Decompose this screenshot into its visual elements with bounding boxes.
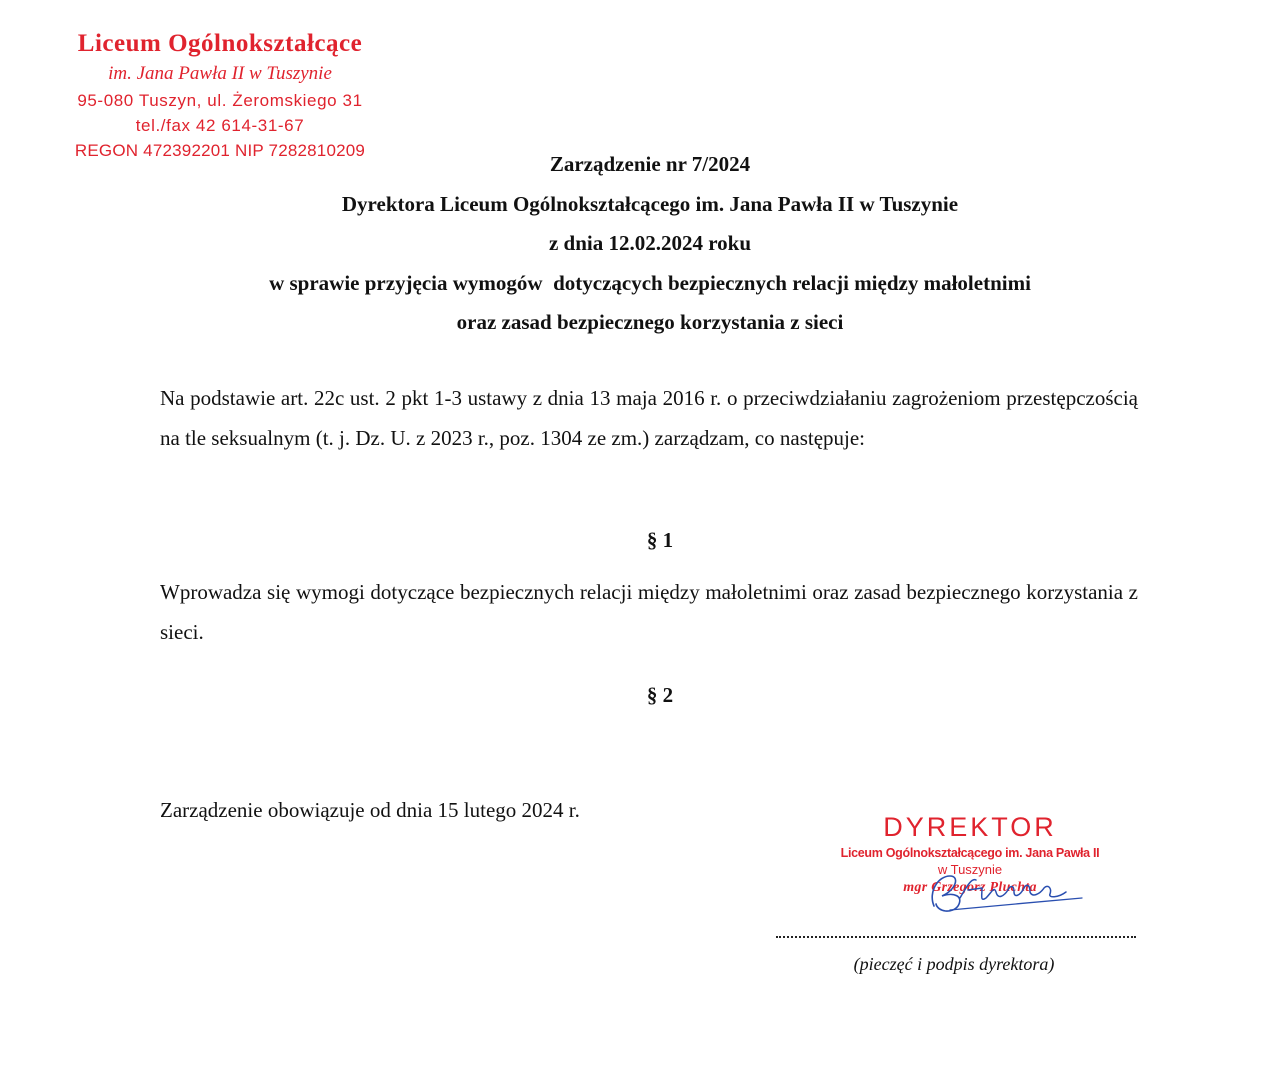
school-stamp-phone: tel./fax 42 614-31-67 — [135, 116, 305, 135]
heading-order-number: Zarządzenie nr 7/2024 — [549, 152, 751, 176]
document-heading — [150, 145, 1150, 343]
school-stamp-name: Liceum Ogólnokształcące — [77, 30, 363, 57]
section-2-title: § 2 — [646, 683, 674, 707]
section-2-text: Zarządzenie obowiązuje od dnia 15 lutego 2024 r. — [160, 798, 580, 822]
section-1-title: § 1 — [646, 528, 674, 552]
heading-date: z dnia 12.02.2024 roku — [548, 231, 752, 255]
school-stamp-regon: REGON 472392201 NIP 7282810209 — [74, 141, 366, 160]
signature-caption: (pieczęć i podpis dyrektora) — [853, 954, 1055, 974]
school-stamp-patron: im. Jana Pawła II w Tuszynie — [108, 63, 332, 84]
heading-subject-line1: w sprawie przyjęcia wymogów dotyczących bezpiecznych relacji między małoletnimi — [269, 270, 1031, 295]
director-stamp-school: Liceum Ogólnokształcącego im. Jana Pawła II — [840, 846, 1100, 860]
school-stamp-address: 95-080 Tuszyn, ul. Żeromskiego 31 — [77, 91, 363, 110]
heading-subject-line2: oraz zasad bezpiecznego korzystania z sieci — [456, 310, 844, 334]
section-1-text: Wprowadza się wymogi dotyczące bezpiecznych relacji między małoletnimi oraz zasad bezpiecznego korzystania z sieci. — [160, 580, 1138, 644]
intro-paragraph: Na podstawie art. 22c ust. 2 pkt 1-3 ustawy z dnia 13 maja 2016 r. o przeciwdziałaniu zagrożeniom przestępczością na tle seksualnym (t. j. Dz. U. z 2023 r., poz. 1304 ze zm.) zarządzam, co następuje: — [160, 386, 1138, 450]
director-stamp-name: mgr Grzegorz Pluchta — [903, 880, 1037, 895]
heading-issuer: Dyrektora Liceum Ogólnokształcącego im. Jana Pawła II w Tuszynie — [341, 191, 959, 216]
handwritten-signature — [920, 862, 1090, 922]
signature-line — [776, 926, 1136, 938]
school-stamp — [40, 28, 400, 163]
director-stamp-town: w Tuszynie — [937, 862, 1003, 877]
director-stamp-title: DYREKTOR — [883, 812, 1057, 842]
